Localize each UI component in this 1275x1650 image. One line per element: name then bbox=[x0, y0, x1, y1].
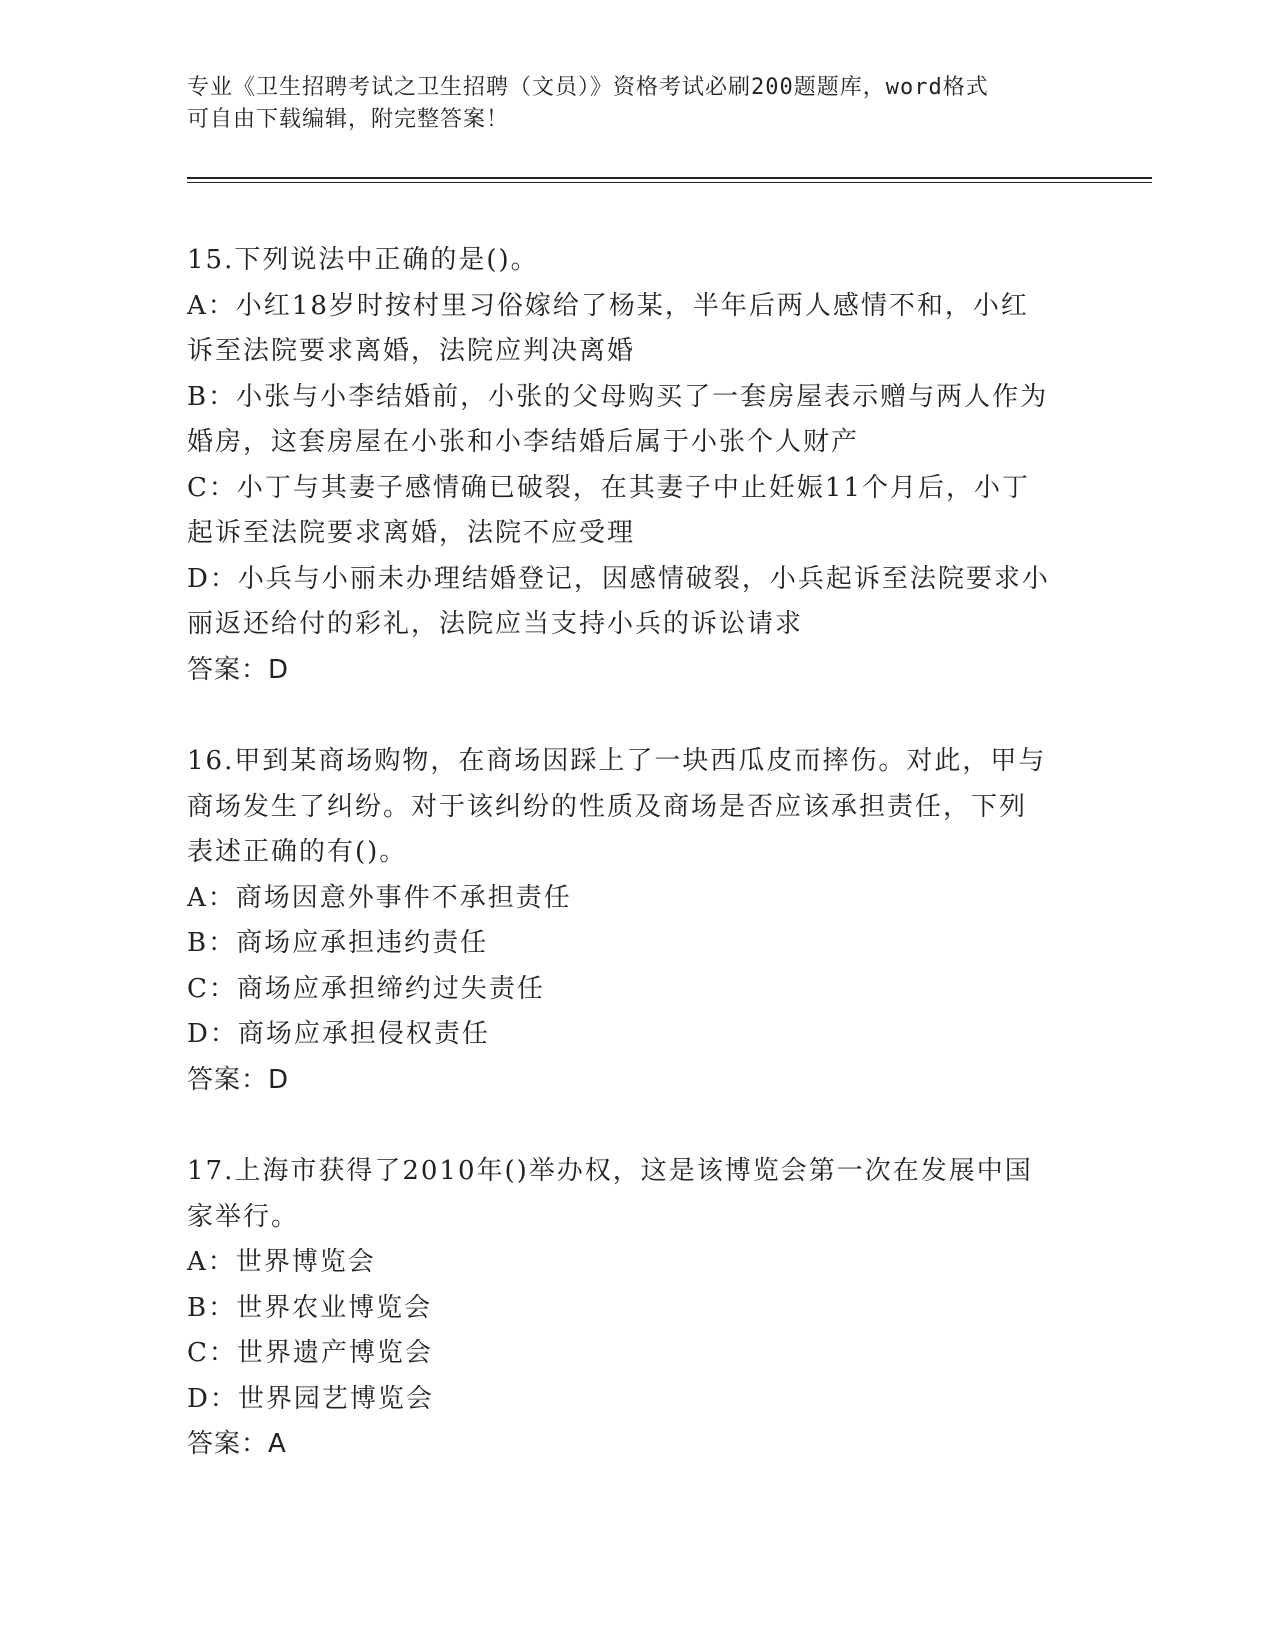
option-a-line: 诉至法院要求离婚，法院应判决离婚 bbox=[187, 336, 636, 366]
option-c-line: C：商场应承担缔约过失责任 bbox=[187, 973, 545, 1004]
question-list bbox=[187, 238, 1087, 1514]
option-b-line: B：世界农业博览会 bbox=[187, 1292, 433, 1323]
option-d-line: D：世界园艺博览会 bbox=[187, 1383, 434, 1414]
option-d-line: 丽返还给付的彩礼，法院应当支持小兵的诉讼请求 bbox=[187, 609, 804, 639]
option-b-line: B：商场应承担违约责任 bbox=[187, 928, 489, 958]
question-stem-line: 17.上海市获得了2010年()举办权，这是该博览会第一次在发展中国 bbox=[187, 1156, 1033, 1186]
header-divider-thick bbox=[187, 177, 1152, 179]
answer: 答案：D bbox=[187, 1064, 290, 1095]
header-divider-thin bbox=[187, 182, 1152, 183]
question-15 bbox=[187, 238, 1087, 693]
option-d-line: D：小兵与小丽未办理结婚登记，因感情破裂，小兵起诉至法院要求小 bbox=[187, 563, 1050, 594]
question-stem-line: 商场发生了纠纷。对于该纠纷的性质及商场是否应该承担责任，下列 bbox=[187, 791, 1028, 822]
option-c-line: C：世界遗产博览会 bbox=[187, 1338, 433, 1368]
document-header bbox=[187, 72, 1067, 136]
option-a-line: A：商场因意外事件不承担责任 bbox=[187, 882, 572, 913]
option-c-line: C：小丁与其妻子感情确已破裂，在其妻子中止妊娠11个月后，小丁 bbox=[187, 472, 1030, 503]
header-line-1: 专业《卫生招聘考试之卫生招聘（文员）》资格考试必刷200题题库，word格式 bbox=[187, 75, 989, 100]
answer: 答案：A bbox=[187, 1429, 287, 1459]
answer: 答案：D bbox=[187, 654, 290, 685]
question-stem-line: 表述正确的有()。 bbox=[187, 837, 408, 867]
question-17 bbox=[187, 1149, 1087, 1468]
header-line-2: 可自由下载编辑，附完整答案！ bbox=[187, 107, 510, 132]
question-16 bbox=[187, 739, 1087, 1103]
option-a-line: A：小红18岁时按村里习俗嫁给了杨某，半年后两人感情不和，小红 bbox=[187, 290, 1029, 321]
option-d-line: D：商场应承担侵权责任 bbox=[187, 1019, 490, 1049]
option-b-line: B：小张与小李结婚前，小张的父母购买了一套房屋表示赠与两人作为 bbox=[187, 381, 1049, 412]
question-stem-line: 15.下列说法中正确的是()。 bbox=[187, 245, 539, 275]
question-stem-line: 16.甲到某商场购物，在商场因踩上了一块西瓜皮而摔伤。对此，甲与 bbox=[187, 746, 1047, 776]
question-stem-line: 家举行。 bbox=[187, 1201, 300, 1232]
option-b-line: 婚房，这套房屋在小张和小李结婚后属于小张个人财产 bbox=[187, 427, 860, 457]
option-a-line: A：世界博览会 bbox=[187, 1247, 376, 1277]
option-c-line: 起诉至法院要求离婚，法院不应受理 bbox=[187, 518, 636, 548]
